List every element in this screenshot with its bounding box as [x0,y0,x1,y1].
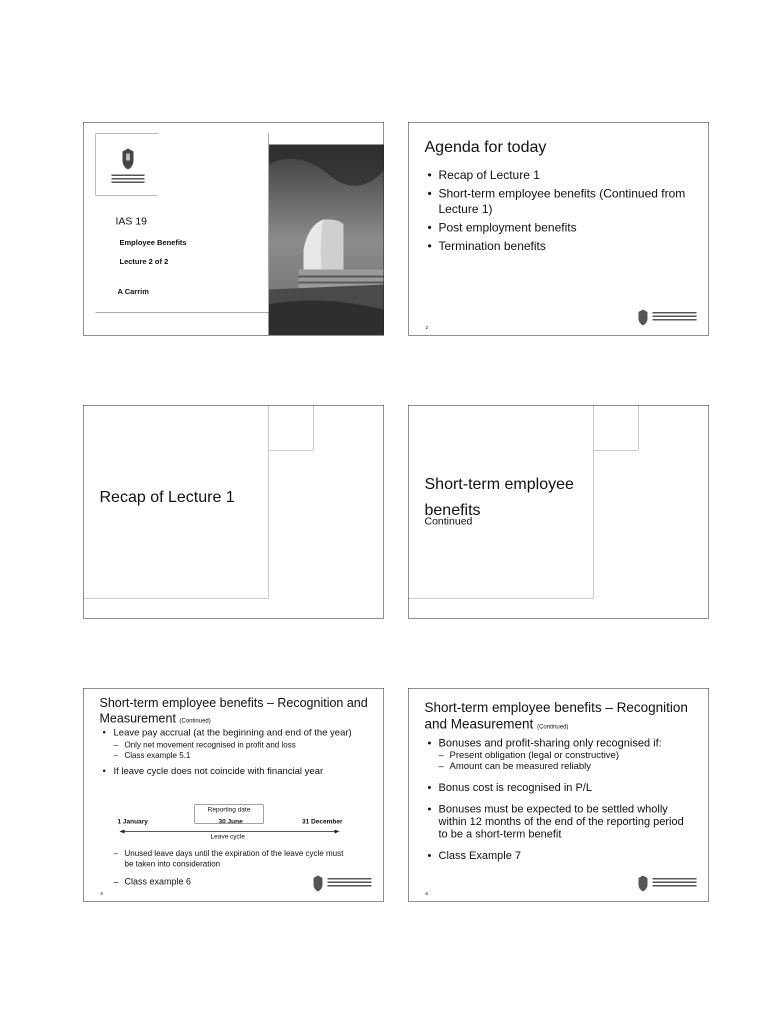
slide-title [83,122,384,336]
crest-icon [313,875,324,892]
timeline-start: 1 January [117,817,148,825]
deck-subtitle: Employee Benefits [119,238,187,247]
sub-list [114,849,344,895]
sub-item: – Amount can be measured reliably [439,761,695,772]
university-logo [108,148,148,193]
list-item: • Post employment benefits [425,220,695,236]
timeline-middle: 30 June [218,817,243,825]
slide-heading: Agenda for today [424,137,547,156]
bullet-list [425,737,695,871]
divider [84,598,269,599]
lecture-number: Lecture 2 of 2 [119,257,169,266]
page-number: 6 [425,891,429,896]
page-number: 2 [425,325,429,330]
slide-bonuses [408,688,709,902]
deck-title: IAS 19 [115,215,148,227]
footer-logo [638,874,698,896]
sub-item: – Class example 6 [114,877,344,888]
corner-box [594,406,639,451]
crest-icon [638,309,649,326]
slide-heading: Short-term employee benefits – Recognition and Measurement (Continued) [424,700,688,732]
list-item: • Short-term employee benefits (Continued from Lecture 1) [425,186,695,217]
slide-leave-pay [83,688,384,902]
bullet-list [100,727,360,782]
leave-cycle-timeline [118,805,343,840]
sub-item: – Only net movement recognised in profit and loss [114,740,360,751]
sub-list [114,740,360,761]
leave-cycle-label: Leave cycle [210,832,245,840]
sub-item: – Present obligation (legal or constructive) [439,750,695,761]
agenda-list [425,168,695,258]
footer-logo [313,874,373,896]
crest-icon [121,148,136,171]
list-item: • Bonuses must be expected to be settled wholly within 12 months of the end of the reporting period to be a short-term benefit [425,803,695,841]
sub-list [439,750,695,772]
divider [409,598,594,599]
author-name: A Carrim [117,287,149,296]
list-item: • Bonus cost is recognised in P/L [425,781,695,794]
list-item: • Bonuses and profit-sharing only recognised if: – Present obligation (legal or constructive) – Amount can be measured reliably [425,737,695,773]
continued-note: (Continued) [537,723,569,730]
continued-note: (Continued) [179,717,211,724]
slide-section-short-term [408,405,709,619]
list-item: • Recap of Lecture 1 [425,168,695,184]
section-subtitle: Continued [424,515,473,527]
page-number: 5 [100,891,104,896]
slide-heading: Short-term employee benefits – Recognition and Measurement (Continued) [99,696,368,726]
list-item: • If leave cycle does not coincide with financial year [100,765,360,778]
section-title: Recap of Lecture 1 [99,487,235,506]
reporting-date-label: Reporting date [207,805,251,813]
list-item: • Termination benefits [425,239,695,255]
crest-icon [638,875,649,892]
campus-building-photo [269,145,385,336]
list-item: • Class Example 7 [425,849,695,862]
corner-box [269,406,314,451]
sub-item: – Unused leave days until the expiration of the leave cycle must be taken into consideration [114,849,344,870]
slide-agenda [408,122,709,336]
footer-logo [638,308,698,330]
slide-section-recap [83,405,384,619]
timeline-end: 31 December [302,817,343,825]
list-item: • Leave pay accrual (at the beginning and end of the year) – Only net movement recognised in profit and loss – Class example 5.1 [100,727,360,762]
sub-item: – Class example 5.1 [114,751,360,762]
section-title: Short-term employee benefits [424,474,574,519]
